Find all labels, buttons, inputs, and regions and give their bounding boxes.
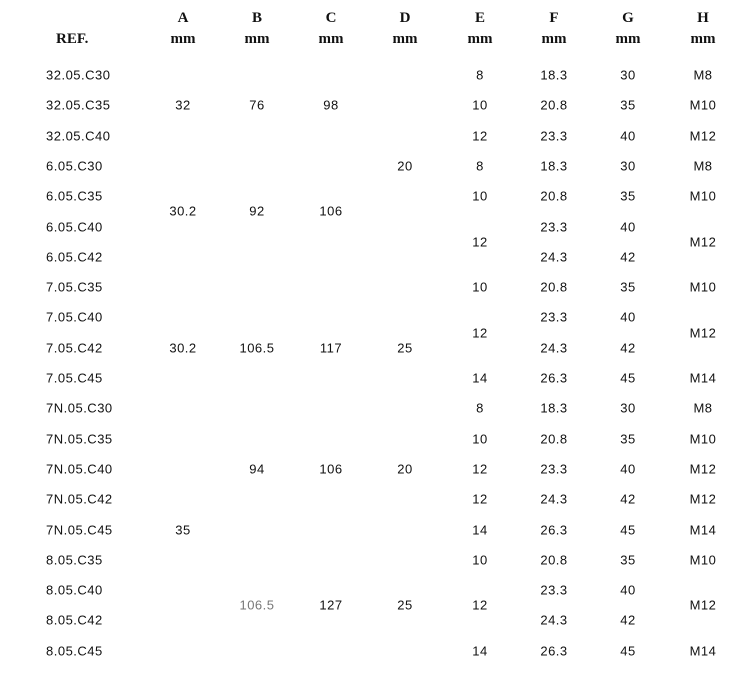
f-cell: 18.3 (540, 67, 568, 83)
f-cell: 24.3 (540, 491, 568, 507)
e-cell: 12 (472, 461, 488, 477)
column-unit: mm (170, 31, 196, 47)
c-cell: 117 (319, 340, 343, 356)
c-cell: 127 (319, 597, 343, 613)
f-cell: 20.8 (540, 279, 568, 295)
ref-cell: 8.05.C45 (46, 643, 103, 659)
g-cell: 45 (620, 522, 636, 537)
c-cell: 106 (319, 461, 343, 477)
b-cell: 94 (249, 461, 265, 477)
h-cell: M12 (689, 461, 717, 477)
h-cell: M8 (693, 67, 713, 83)
ref-cell: 7N.05.C30 (46, 400, 113, 416)
ref-cell: 32.05.C35 (46, 97, 111, 113)
ref-cell: 7N.05.C45 (46, 522, 113, 537)
column-header-h (683, 8, 723, 50)
ref-cell: 7.05.C45 (46, 370, 103, 386)
ref-cell: 6.05.C40 (46, 219, 103, 234)
e-cell: 14 (472, 643, 488, 659)
e-cell: 8 (476, 158, 484, 174)
ref-cell: 7.05.C40 (46, 309, 103, 325)
e-cell: 10 (472, 97, 488, 113)
h-cell: M10 (689, 431, 717, 447)
g-cell: 35 (620, 279, 636, 295)
f-cell: 23.3 (540, 128, 568, 144)
f-cell: 20.8 (540, 431, 568, 447)
g-cell: 30 (620, 158, 636, 174)
ref-cell: 8.05.C40 (46, 582, 103, 598)
f-cell: 18.3 (540, 400, 568, 416)
e-cell: 8 (476, 400, 484, 416)
d-cell: 20 (397, 461, 413, 477)
column-letter: G (622, 10, 634, 26)
f-cell: 23.3 (540, 219, 568, 234)
g-cell: 30 (620, 400, 636, 416)
g-cell: 42 (620, 340, 636, 356)
column-unit: mm (467, 31, 493, 47)
g-cell: 35 (620, 188, 636, 204)
g-cell: 40 (620, 219, 636, 234)
e-cell: 12 (472, 128, 488, 144)
g-cell: 45 (620, 643, 636, 659)
column-unit: mm (244, 31, 270, 47)
ref-header: REF. (56, 31, 89, 47)
g-cell: 42 (620, 491, 636, 507)
e-cell: 10 (472, 188, 488, 204)
ref-cell: 7N.05.C42 (46, 491, 113, 507)
d-cell: 20 (397, 158, 413, 174)
column-letter: E (474, 10, 485, 26)
column-header-b (237, 8, 277, 50)
column-header-d (385, 8, 425, 50)
f-cell: 26.3 (540, 643, 568, 659)
e-cell: 12 (472, 325, 488, 341)
e-cell: 14 (472, 522, 488, 537)
ref-cell: 8.05.C42 (46, 612, 103, 628)
ref-cell: 6.05.C35 (46, 188, 103, 204)
ref-cell: 7.05.C35 (46, 279, 103, 295)
column-unit: mm (541, 31, 567, 47)
ref-cell: 8.05.C35 (46, 552, 103, 568)
g-cell: 40 (620, 309, 636, 325)
ref-cell: 32.05.C40 (46, 128, 111, 144)
h-cell: M14 (689, 643, 717, 659)
f-cell: 20.8 (540, 188, 568, 204)
ref-cell: 6.05.C30 (46, 158, 103, 174)
g-cell: 40 (620, 582, 636, 598)
h-cell: M12 (689, 597, 717, 613)
f-cell: 26.3 (540, 370, 568, 386)
e-cell: 12 (472, 491, 488, 507)
g-cell: 42 (620, 612, 636, 628)
h-cell: M10 (689, 279, 717, 295)
column-letter: H (697, 10, 709, 26)
h-cell: M10 (689, 97, 717, 113)
e-cell: 14 (472, 370, 488, 386)
column-letter: D (399, 10, 411, 26)
ref-cell: 6.05.C42 (46, 249, 103, 265)
b-cell: 106.5 (239, 597, 275, 613)
b-cell: 76 (249, 97, 265, 113)
h-cell: M12 (689, 128, 717, 144)
c-cell: 106 (319, 203, 343, 219)
f-cell: 20.8 (540, 97, 568, 113)
h-cell: M10 (689, 188, 717, 204)
c-cell: 98 (323, 97, 339, 113)
column-unit: mm (392, 31, 418, 47)
column-header-f (534, 8, 574, 50)
f-cell: 24.3 (540, 340, 568, 356)
g-cell: 45 (620, 370, 636, 386)
b-cell: 106.5 (239, 340, 275, 356)
e-cell: 12 (472, 234, 488, 250)
column-header-e (460, 8, 500, 50)
column-unit: mm (318, 31, 344, 47)
b-cell: 92 (249, 203, 265, 219)
h-cell: M14 (689, 370, 717, 386)
g-cell: 35 (620, 552, 636, 568)
h-cell: M8 (693, 158, 713, 174)
f-cell: 23.3 (540, 582, 568, 598)
d-cell: 25 (397, 597, 413, 613)
ref-cell: 32.05.C30 (46, 67, 111, 83)
column-header-g (608, 8, 648, 50)
h-cell: M12 (689, 325, 717, 341)
a-cell: 35 (175, 522, 191, 537)
column-unit: mm (690, 31, 716, 47)
e-cell: 12 (472, 597, 488, 613)
h-cell: M14 (689, 522, 717, 537)
h-cell: M8 (693, 400, 713, 416)
a-cell: 30.2 (169, 340, 197, 356)
f-cell: 18.3 (540, 158, 568, 174)
ref-cell: 7N.05.C40 (46, 461, 113, 477)
g-cell: 40 (620, 128, 636, 144)
column-letter: F (549, 10, 559, 26)
f-cell: 23.3 (540, 309, 568, 325)
column-header-a (163, 8, 203, 50)
d-cell: 25 (397, 340, 413, 356)
e-cell: 10 (472, 431, 488, 447)
f-cell: 23.3 (540, 461, 568, 477)
h-cell: M10 (689, 552, 717, 568)
g-cell: 42 (620, 249, 636, 265)
g-cell: 40 (620, 461, 636, 477)
a-cell: 32 (175, 97, 191, 113)
f-cell: 24.3 (540, 249, 568, 265)
column-letter: C (325, 10, 337, 26)
h-cell: M12 (689, 491, 717, 507)
e-cell: 10 (472, 279, 488, 295)
g-cell: 30 (620, 67, 636, 83)
f-cell: 20.8 (540, 552, 568, 568)
ref-cell: 7N.05.C35 (46, 431, 113, 447)
e-cell: 8 (476, 67, 484, 83)
f-cell: 26.3 (540, 522, 568, 537)
e-cell: 10 (472, 552, 488, 568)
column-letter: A (177, 10, 189, 26)
ref-cell: 7.05.C42 (46, 340, 103, 356)
column-header-c (311, 8, 351, 50)
g-cell: 35 (620, 97, 636, 113)
column-unit: mm (615, 31, 641, 47)
f-cell: 24.3 (540, 612, 568, 628)
a-cell: 30.2 (169, 203, 197, 219)
g-cell: 35 (620, 431, 636, 447)
h-cell: M12 (689, 234, 717, 250)
column-letter: B (251, 10, 262, 26)
